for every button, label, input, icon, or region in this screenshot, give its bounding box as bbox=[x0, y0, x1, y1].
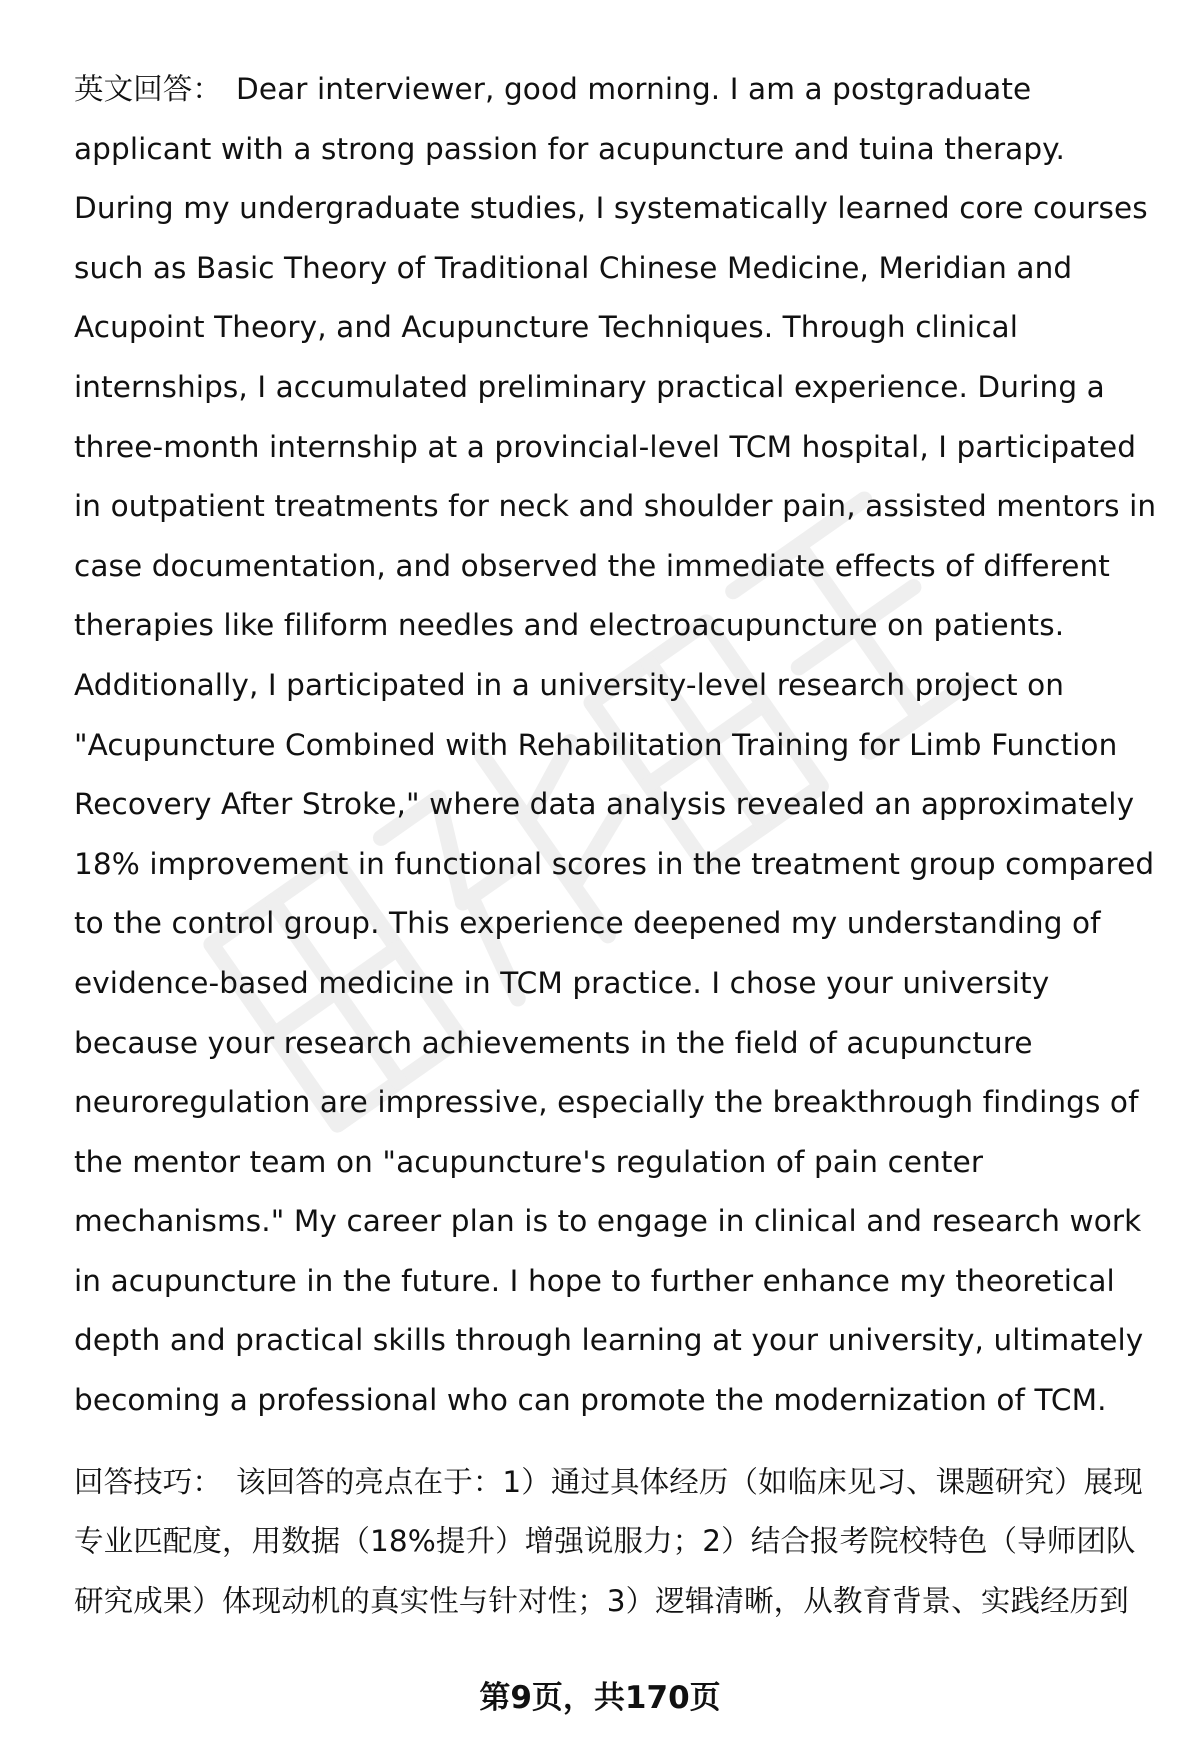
answer-text: Dear interviewer, good morning. I am a postgraduate applicant with a strong passion for acupuncture and tuina therapy. During my undergraduate studies, I systematically learned core courses such as Basic Theory of Traditional Chinese Medicine, Meridian and Acupoint Theory, and Acupuncture Techniques. Through clinical internships, I accumulated preliminary practical experience. During a three-month internship at a provincial-level TCM hospital, I participated in outpatient treatments for neck and shoulder pain, assisted mentors in case documentation, and observed the immediate effects of different therapies like filiform needles and electroacupuncture on patients. Additionally, I participated in a university-level research project on "Acupuncture Combined with Rehabilitation Training for Limb Function Recovery After Stroke," where data analysis revealed an approximately 18% improvement in functional scores in the treatment group compared to the control group. This experience deepened my understanding of evidence-based medicine in TCM practice. I chose your university because your research achievements in the field of acupuncture neuroregulation are impressive, especially the breakthrough findings of the mentor team on "acupuncture's regulation of pain center mechanisms." My career plan is to engage in clinical and research work in acupuncture in the future. I hope to further enhance my theoretical depth and practical skills through learning at your university, ultimately becoming a professional who can promote the modernization of TCM. bbox=[74, 72, 1157, 1418]
tips-text: 该回答的亮点在于：1）通过具体经历（如临床见习、课题研究）展现专业匹配度，用数据（18%提升）增强说服力；2）结合报考院校特色（导师团队研究成果）体现动机的真实性与针对性；3）逻辑清晰，从教育背景、实践经历到 bbox=[74, 1464, 1143, 1618]
tips-label: 回答技巧： bbox=[74, 1464, 223, 1499]
page-number: 第9页，共170页 bbox=[479, 1680, 721, 1716]
answer-label: 英文回答： bbox=[74, 72, 223, 106]
tips-paragraph bbox=[74, 1453, 1160, 1632]
document-body bbox=[74, 60, 1160, 1631]
answer-paragraph bbox=[74, 60, 1160, 1431]
